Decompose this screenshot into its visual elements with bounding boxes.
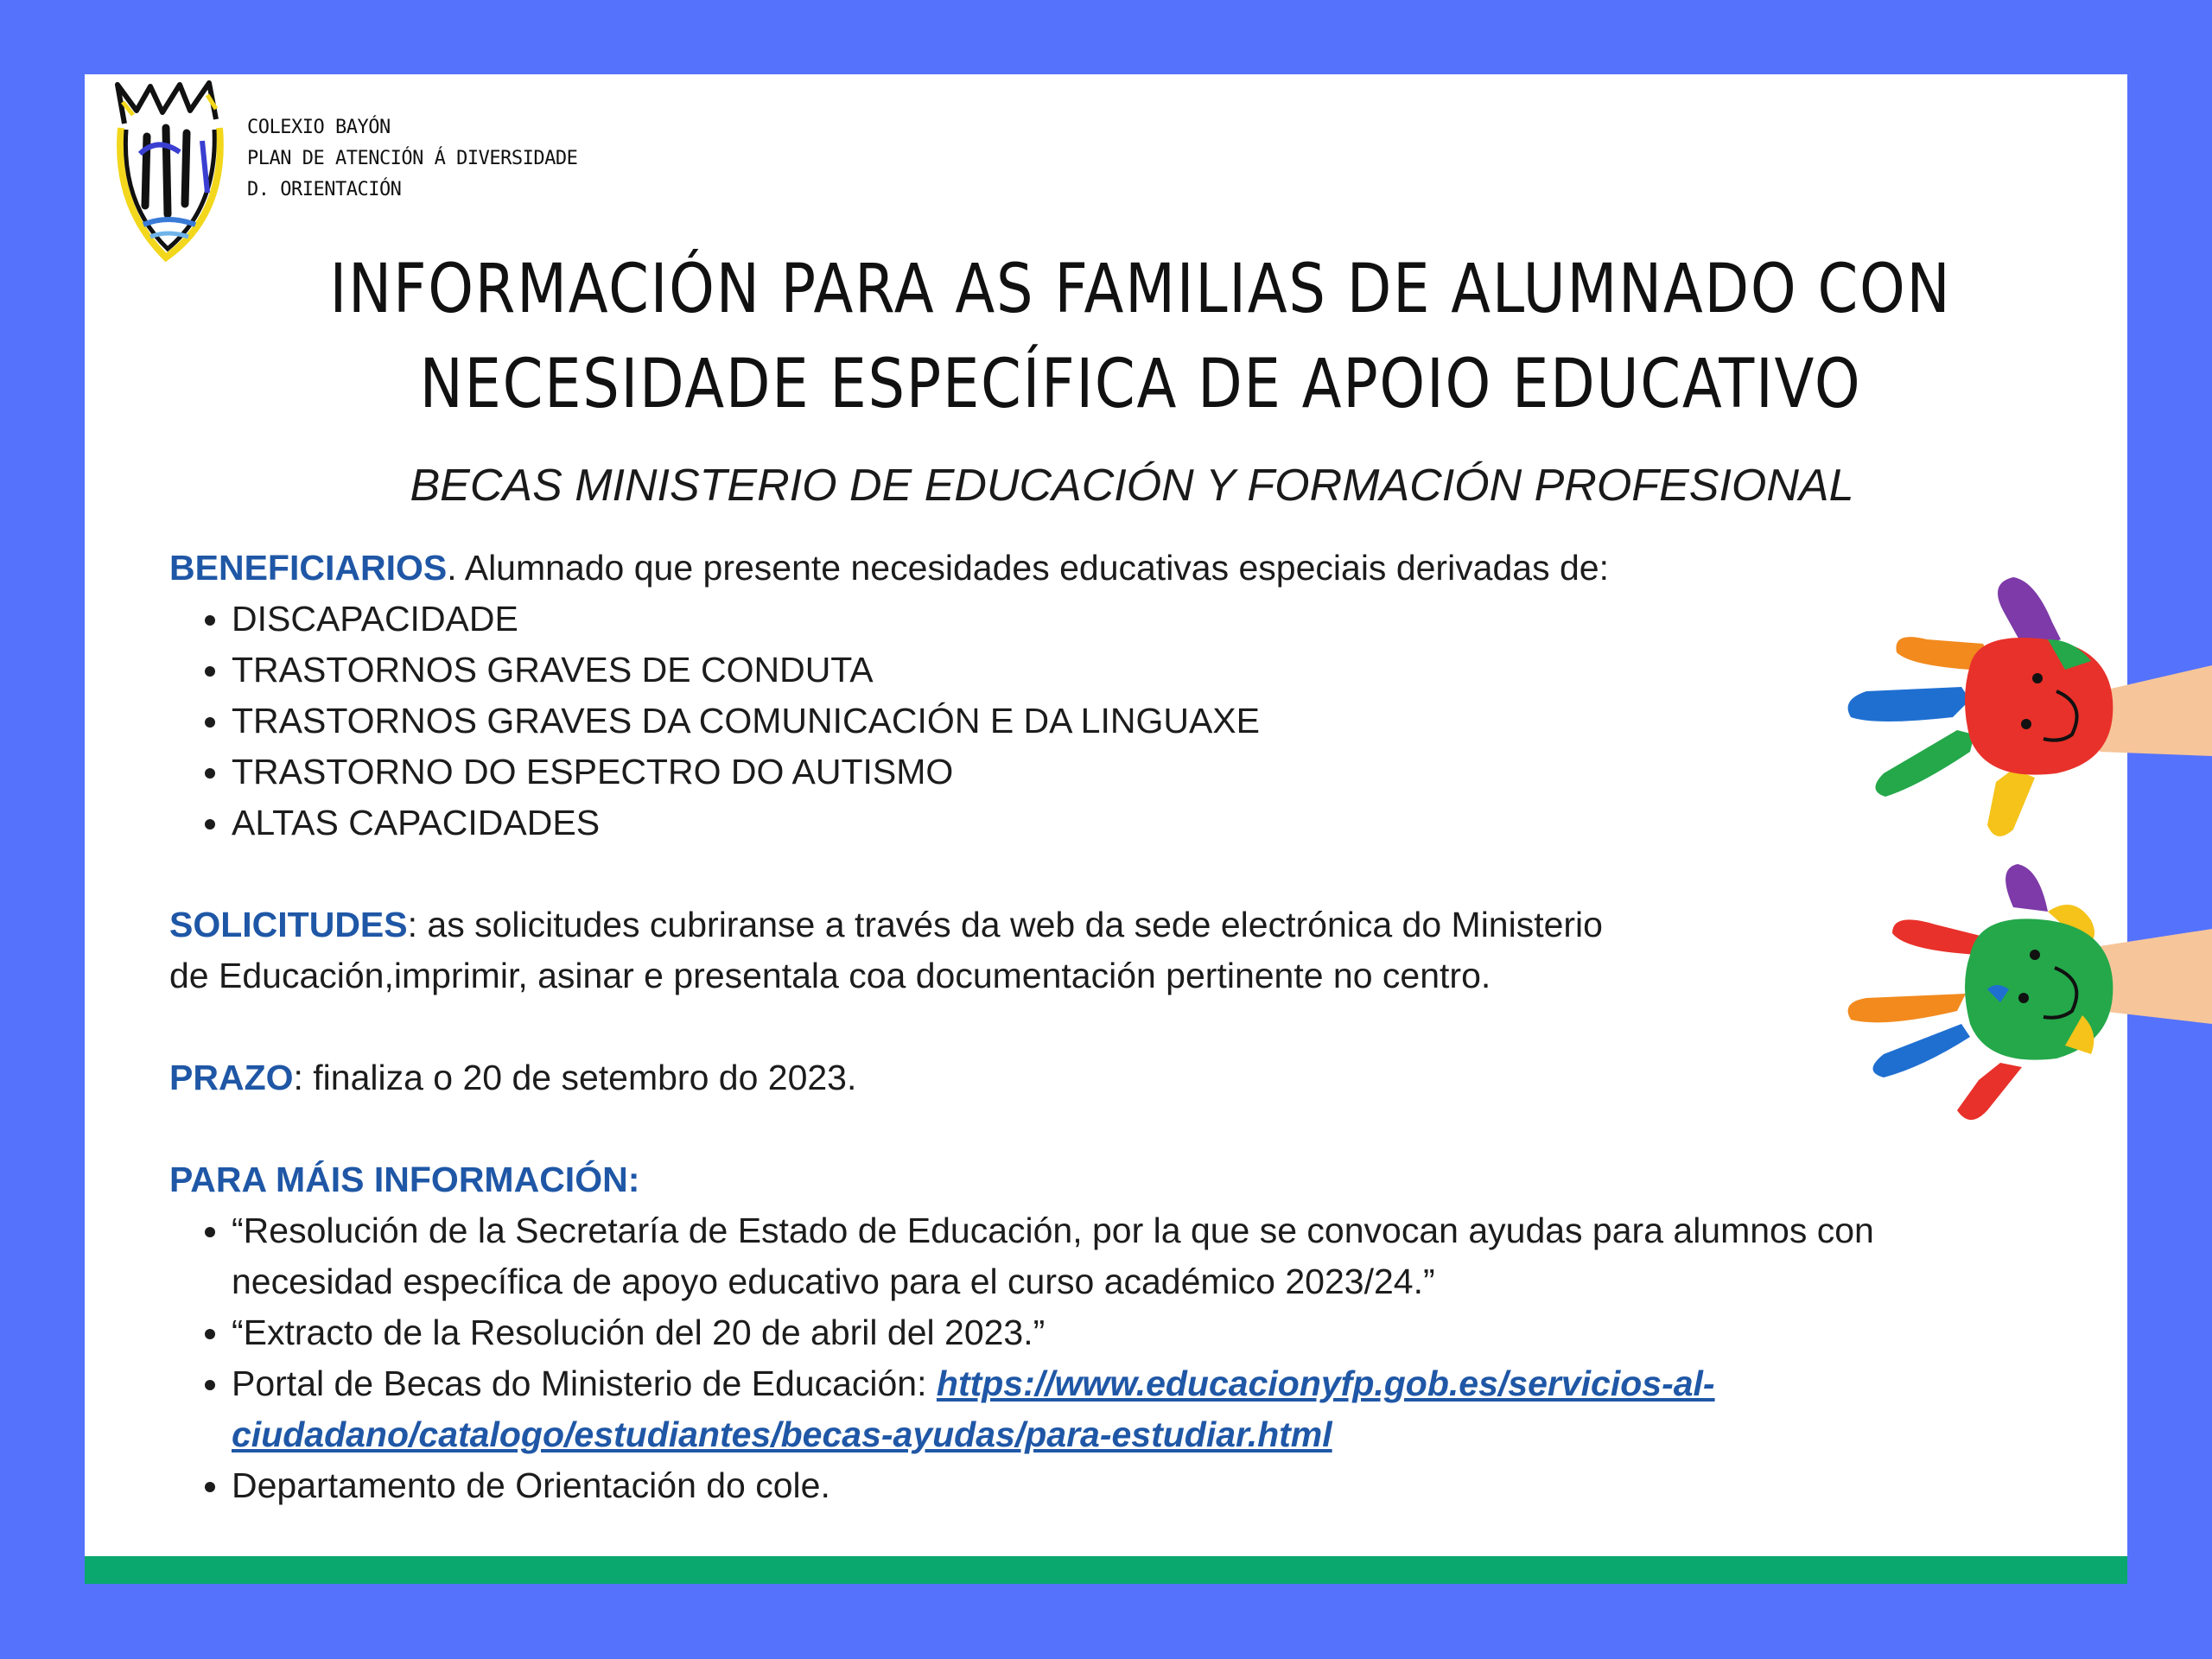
painted-hand-red-illustration xyxy=(1840,570,2212,855)
resolucion-text-2: necesidad específica de apoyo educativo para el curso académico 2023/24.” xyxy=(232,1262,1435,1301)
school-info xyxy=(247,112,577,206)
list-item: • TRASTORNOS GRAVES DE CONDUTA xyxy=(232,645,2070,696)
school-department: D. ORIENTACIÓN xyxy=(247,179,402,200)
solicitudes-label: SOLICITUDES xyxy=(169,905,408,944)
painted-hand-green-illustration xyxy=(1840,860,2212,1136)
school-name: COLEXIO BAYÓN xyxy=(247,117,391,138)
page-subtitle: BECAS MINISTERIO DE EDUCACIÓN Y FORMACIÓN PROFESIONAL xyxy=(410,461,1854,511)
list-item: • Departamento de Orientación do cole. xyxy=(232,1460,2070,1511)
list-item: • TRASTORNOS GRAVES DA COMUNICACIÓN E DA LINGUAXE xyxy=(232,696,2070,747)
bottom-accent-bar xyxy=(85,1556,2127,1584)
title-line-1: INFORMACIÓN PARA AS FAMILIAS DE ALUMNADO CON xyxy=(329,251,1952,328)
beneficiarios-paragraph xyxy=(169,543,2070,594)
prazo-label: PRAZO xyxy=(169,1058,294,1097)
content-body xyxy=(169,543,2070,1511)
list-item: • “Extracto de la Resolución del 20 de abril del 2023.” xyxy=(232,1307,2070,1358)
beneficiarios-list xyxy=(169,594,2070,849)
prazo-text: : finaliza o 20 de setembro do 2023. xyxy=(293,1058,857,1097)
school-plan: PLAN DE ATENCIÓN Á DIVERSIDADE xyxy=(247,148,578,169)
portal-link-line-1[interactable]: https://www.educacionyfp.gob.es/servicios-al- xyxy=(936,1363,1715,1403)
list-item: • TRASTORNO DO ESPECTRO DO AUTISMO xyxy=(232,747,2070,798)
beneficiarios-text: . Alumnado que presente necesidades educativas especiais derivadas de: xyxy=(447,548,1609,588)
spacer xyxy=(169,849,2070,899)
spacer xyxy=(169,1103,2070,1154)
page-title xyxy=(294,242,1988,432)
school-crest-logo xyxy=(105,76,235,270)
solicitudes-text-1: : as solicitudes cubriranse a través da web da sede electrónica do Ministerio xyxy=(407,905,1603,944)
list-item xyxy=(232,1358,2070,1460)
list-item: • DISCAPACIDADE xyxy=(232,594,2070,645)
resolucion-text-1: “Resolución de la Secretaría de Estado de Educación, por la que se convocan ayudas para alumnos con xyxy=(232,1211,1874,1250)
solicitudes-text-2: de Educación,imprimir, asinar e presentala coa documentación pertinente no centro. xyxy=(169,956,1491,995)
solicitudes-paragraph xyxy=(169,899,2070,1001)
mais-info-list xyxy=(169,1205,2070,1511)
mais-info-label: PARA MÁIS INFORMACIÓN: xyxy=(169,1160,640,1199)
spacer xyxy=(169,1001,2070,1052)
beneficiarios-label: BENEFICIARIOS xyxy=(169,548,448,588)
mais-info-heading xyxy=(169,1154,2070,1205)
portal-becas-text: Portal de Becas do Ministerio de Educación: xyxy=(232,1363,937,1403)
list-item: • ALTAS CAPACIDADES xyxy=(232,798,2070,849)
prazo-paragraph xyxy=(169,1052,2070,1103)
list-item xyxy=(232,1205,2070,1307)
portal-link-line-2[interactable]: ciudadano/catalogo/estudiantes/becas-ayudas/para-estudiar.html xyxy=(232,1414,1332,1454)
title-line-2: NECESIDADE ESPECÍFICA DE APOIO EDUCATIVO xyxy=(419,346,1862,423)
